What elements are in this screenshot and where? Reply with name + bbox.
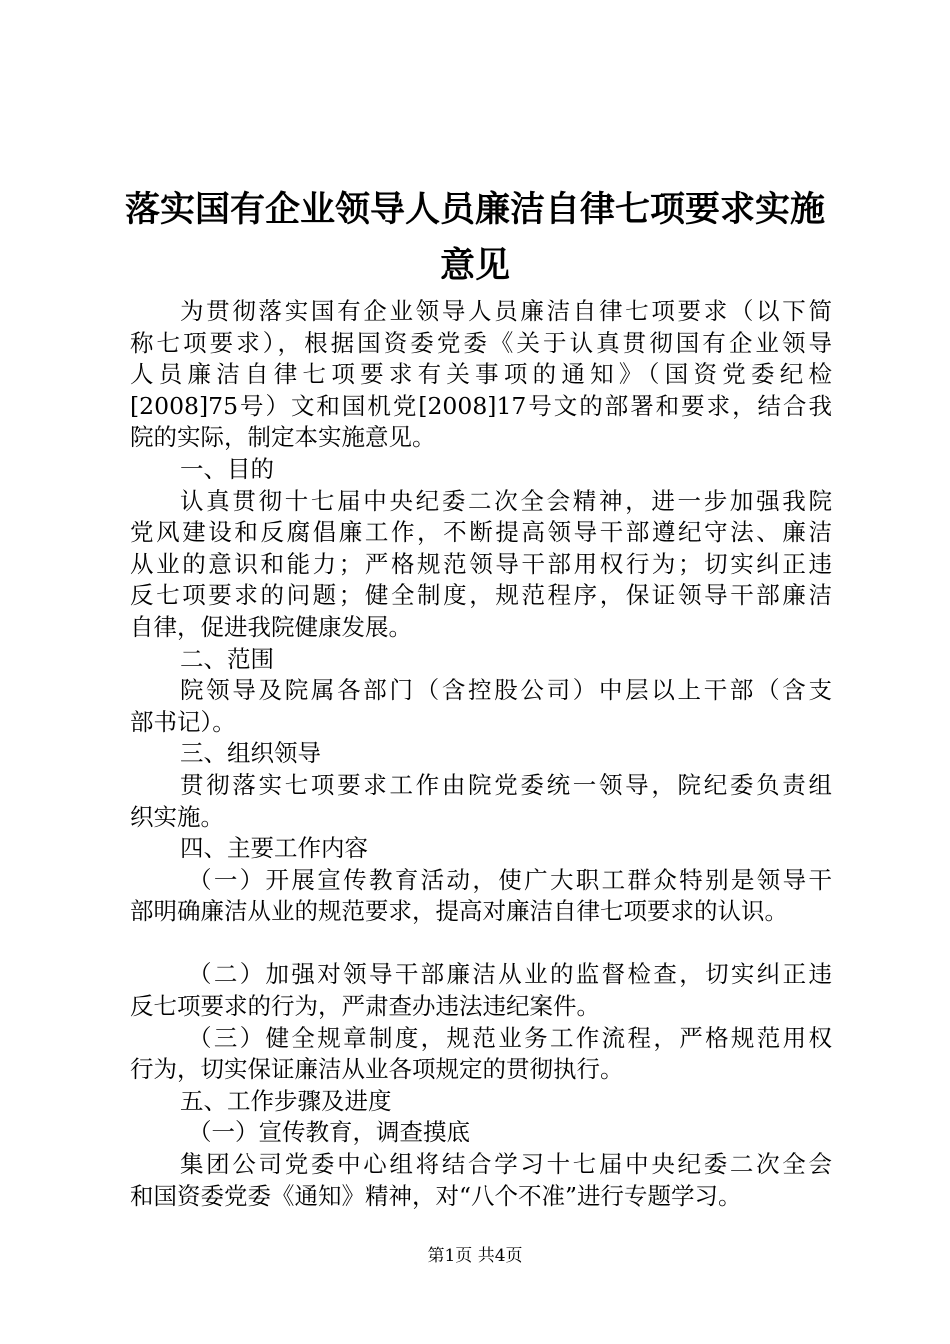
section-heading: 四、主要工作内容 bbox=[180, 834, 368, 863]
paragraph-gap bbox=[130, 928, 832, 960]
paragraph-line: 为贯彻落实国有企业领导人员廉洁自律七项要求（以下简 bbox=[180, 297, 832, 325]
paragraph-line: 院的实际，制定本实施意见。 bbox=[130, 423, 436, 452]
paragraph-line: 人员廉洁自律七项要求有关事项的通知》（国资党委纪检 bbox=[130, 360, 832, 389]
paragraph-line: 织实施。 bbox=[130, 802, 224, 831]
document-title bbox=[110, 182, 840, 294]
paragraph-line: 部书记）。 bbox=[130, 707, 236, 736]
paragraph-line: （二）加强对领导干部廉洁从业的监督检查，切实纠正违 bbox=[188, 960, 832, 989]
paragraph-line: 贯彻落实七项要求工作由院党委统一领导，院纪委负责组 bbox=[180, 770, 832, 799]
section-heading: 五、工作步骤及进度 bbox=[180, 1086, 392, 1115]
paragraph-line: 院领导及院属各部门（含控股公司）中层以上干部（含支 bbox=[180, 676, 832, 705]
paragraph-line: 党风建设和反腐倡廉工作，不断提高领导干部遵纪守法、廉洁 bbox=[130, 518, 832, 547]
page-footer bbox=[0, 1244, 950, 1268]
title-line: 落实国有企业领导人员廉洁自律七项要求实施 bbox=[124, 189, 825, 230]
paragraph-line: 认真贯彻十七届中央纪委二次全会精神，进一步加强我院 bbox=[180, 486, 832, 515]
paragraph-line: 称七项要求），根据国资委党委《关于认真贯彻国有企业领导 bbox=[130, 328, 832, 357]
paragraph-line: 行为，切实保证廉洁从业各项规定的贯彻执行。 bbox=[130, 1055, 624, 1084]
document-body bbox=[130, 296, 832, 1212]
section-heading: 一、目的 bbox=[180, 454, 274, 483]
paragraph-line: 部明确廉洁从业的规范要求，提高对廉洁自律七项要求的认识。 bbox=[130, 897, 788, 926]
paragraph-line: [2008]75号）文和国机党[2008]17号文的部署和要求，结合我 bbox=[130, 391, 832, 420]
paragraph-line: （三）健全规章制度，规范业务工作流程，严格规范用权 bbox=[188, 1023, 832, 1052]
page-number: 第1页 共4页 bbox=[427, 1246, 523, 1266]
paragraph-line: （一）开展宣传教育活动，使广大职工群众特别是领导干 bbox=[188, 865, 832, 894]
title-line: 意见 bbox=[439, 245, 510, 286]
subsection-heading: （一）宣传教育，调查摸底 bbox=[188, 1118, 470, 1147]
paragraph-line: 反七项要求的问题；健全制度，规范程序，保证领导干部廉洁 bbox=[130, 581, 832, 610]
paragraph-line: 从业的意识和能力；严格规范领导干部用权行为；切实纠正违 bbox=[130, 549, 832, 578]
section-heading: 三、组织领导 bbox=[180, 739, 321, 768]
paragraph-line: 反七项要求的行为，严肃查办违法违纪案件。 bbox=[130, 992, 600, 1021]
paragraph-line: 自律，促进我院健康发展。 bbox=[130, 612, 412, 641]
paragraph-line: 集团公司党委中心组将结合学习十七届中央纪委二次全会 bbox=[180, 1150, 832, 1179]
paragraph-line: 和国资委党委《通知》精神，对“八个不准”进行专题学习。 bbox=[130, 1181, 742, 1210]
section-heading: 二、范围 bbox=[180, 644, 274, 673]
